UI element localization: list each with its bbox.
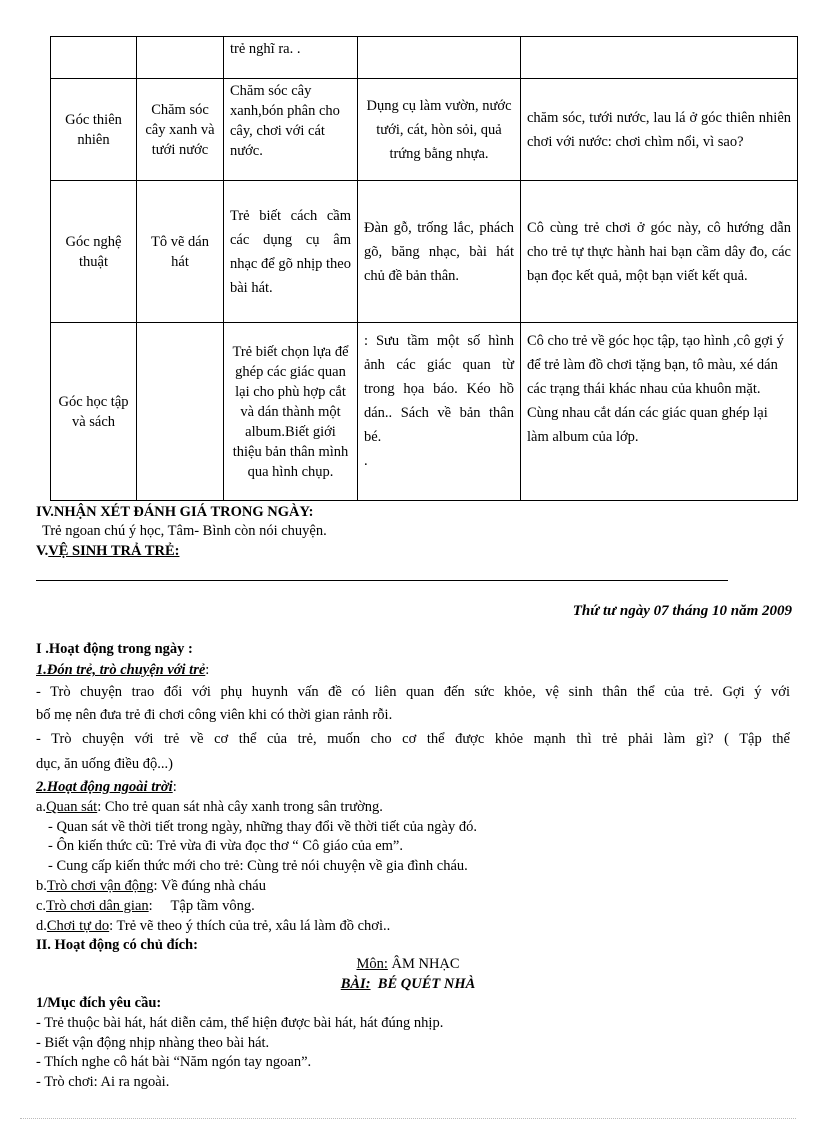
- material-cell: [358, 323, 521, 501]
- content-cell: [137, 323, 224, 501]
- item-b-text: : Về đúng nhà cháu: [153, 878, 266, 894]
- part-1-heading-2: [36, 779, 177, 796]
- heading-2-suffix: :: [172, 779, 177, 795]
- item-d: [36, 918, 390, 935]
- item-c-text: : Tập tầm vông.: [148, 898, 255, 914]
- table-row: [51, 181, 798, 323]
- corner-name-cell: [51, 37, 137, 79]
- item-b-prefix: b.: [36, 878, 47, 894]
- goal-cell: trẻ nghĩ ra. .: [224, 37, 358, 79]
- corner-name-cell: Góc nghệ thuật: [51, 181, 137, 323]
- item-b-label: Trò chơi vận động: [46, 878, 154, 894]
- item-a: [36, 799, 383, 816]
- paragraph-2-line-1: - Trò chuyện với trẻ về cơ thể của trẻ, muốn cho cơ thể được khỏe mạnh thì trẻ phải làm gì? ( Tập thể: [36, 731, 790, 747]
- paragraph-1-line-1: - Trò chuyện trao đổi với phụ huynh vấn đề có liên quan đến sức khỏe, vệ sinh thân thể của trẻ. Gợi ý với: [36, 684, 790, 700]
- item-d-prefix: d.: [36, 918, 47, 934]
- divider-line: [36, 580, 728, 581]
- section-4-text: Trẻ ngoan chú ý học, Tâm- Bình còn nói chuyện.: [42, 523, 327, 539]
- part-1-title: I .Hoạt động trong ngày :: [36, 641, 193, 657]
- item-b: [36, 878, 266, 895]
- item-a-sub-1: - Quan sát về thời tiết trong ngày, những thay đổi về thời tiết của ngày đó.: [48, 819, 477, 835]
- section-5-prefix: V.: [36, 543, 49, 559]
- item-c-label: Trò chơi dân gian: [46, 898, 149, 914]
- goal-item: - Trò chơi: Ai ra ngoài.: [36, 1074, 170, 1090]
- method-cell: Cô cho trẻ về góc học tập, tạo hình ,cô gợi ý để trẻ làm đồ chơi tặng bạn, tô màu, xé dán các trạng thái khác nhau của khuôn mặt. Cùng nhau cắt dán các giác quan ghép lại làm album của lớp.: [521, 323, 798, 501]
- table-row: [51, 323, 798, 501]
- section-5-label: VỆ SINH TRẢ TRẺ:: [48, 543, 180, 559]
- activity-corner-table: [50, 36, 798, 501]
- subject-value: ÂM NHẠC: [391, 956, 460, 972]
- table-row: [51, 37, 798, 79]
- content-cell: Chăm sóc cây xanh và tưới nước: [137, 79, 224, 181]
- method-cell: [521, 37, 798, 79]
- material-text: : Sưu tầm một số hình ảnh các giác quan từ trong họa báo. Kéo hồ dán.. Sách về bản thân bé.: [364, 333, 514, 445]
- item-c-prefix: c.: [36, 898, 47, 914]
- material-cell: Dụng cụ làm vườn, nước tưới, cát, hòn sỏi, quả trứng bằng nhựa.: [358, 79, 521, 181]
- item-a-label: Quan sát: [46, 799, 98, 815]
- footer-dotted-line: [20, 1118, 796, 1119]
- item-a-prefix: a.: [36, 799, 47, 815]
- goal-item: - Biết vận động nhịp nhàng theo bài hát.: [36, 1035, 270, 1051]
- corner-name-cell: Góc thiên nhiên: [51, 79, 137, 181]
- paragraph-1-line-2: bố mẹ nên đưa trẻ đi chơi công viên khi có thời gian rảnh rỗi.: [36, 707, 393, 723]
- item-d-label: Chơi tự do: [46, 918, 110, 934]
- item-a-sub-3: - Cung cấp kiến thức mới cho trẻ: Cùng trẻ nói chuyện về gia đình cháu.: [48, 858, 468, 874]
- subject-line: [0, 956, 816, 973]
- goal-cell: Chăm sóc cây xanh,bón phân cho cây, chơi với cát nước.: [224, 79, 358, 181]
- content-cell: [137, 37, 224, 79]
- goal-item: - Trẻ thuộc bài hát, hát diễn cảm, thể hiện được bài hát, hát đúng nhịp.: [36, 1015, 444, 1031]
- paragraph-2-line-2: dục, ăn uống điều độ...): [36, 756, 173, 772]
- item-d-text: : Trẻ vẽ theo ý thích của trẻ, xâu lá làm đồ chơi..: [109, 918, 391, 934]
- heading-1-suffix: :: [205, 662, 210, 678]
- lesson-label: BÀI:: [340, 976, 371, 992]
- item-c: [36, 898, 255, 915]
- section-4-title: IV.NHẬN XÉT ĐÁNH GIÁ TRONG NGÀY:: [36, 504, 314, 520]
- lesson-line: [0, 976, 816, 993]
- material-extra: .: [364, 453, 368, 469]
- goal-cell: Trẻ biết chọn lựa để ghép các giác quan lại cho phù hợp cắt và dán thành một album.Biết giới thiệu bản thân mình qua hình chụp.: [224, 323, 358, 501]
- heading-1-label: 1.Đón trẻ, trò chuyện với trẻ: [36, 662, 206, 678]
- method-cell: Cô cùng trẻ chơi ở góc này, cô hướng dẫn cho trẻ tự thực hành hai bạn cầm dây đo, các bạn đọc kết quả, một bạn viết kết quả.: [521, 181, 798, 323]
- date-line: Thứ tư ngày 07 tháng 10 năm 2009: [572, 603, 792, 619]
- part-2-title: II. Hoạt động có chủ đích:: [36, 937, 198, 953]
- heading-2-label: 2.Hoạt động ngoài trời: [36, 779, 173, 795]
- lesson-value: BÉ QUÉT NHÀ: [377, 976, 476, 992]
- goal-cell: Trẻ biết cách cầm các dụng cụ âm nhạc để gõ nhịp theo bài hát.: [224, 181, 358, 323]
- goals-title: 1/Mục đích yêu cầu:: [36, 995, 162, 1011]
- item-a-text: : Cho trẻ quan sát nhà cây xanh trong sân trường.: [97, 799, 383, 815]
- section-5-title: [36, 543, 179, 560]
- corner-name-cell: Góc học tập và sách: [51, 323, 137, 501]
- content-cell: Tô vẽ dán hát: [137, 181, 224, 323]
- method-cell: chăm sóc, tưới nước, lau lá ở góc thiên nhiên chơi với nước: chơi chìm nổi, vì sao?: [521, 79, 798, 181]
- goal-item: - Thích nghe cô hát bài “Năm ngón tay ngoan”.: [36, 1054, 312, 1070]
- material-cell: Đàn gỗ, trống lắc, phách gõ, băng nhạc, bài hát chủ đề bản thân.: [358, 181, 521, 323]
- table-row: [51, 79, 798, 181]
- part-1-heading-1: [36, 662, 209, 679]
- item-a-sub-2: - Ôn kiến thức cũ: Trẻ vừa đi vừa đọc thơ “ Cô giáo của em”.: [48, 838, 403, 854]
- subject-label: Môn:: [356, 956, 388, 972]
- material-cell: [358, 37, 521, 79]
